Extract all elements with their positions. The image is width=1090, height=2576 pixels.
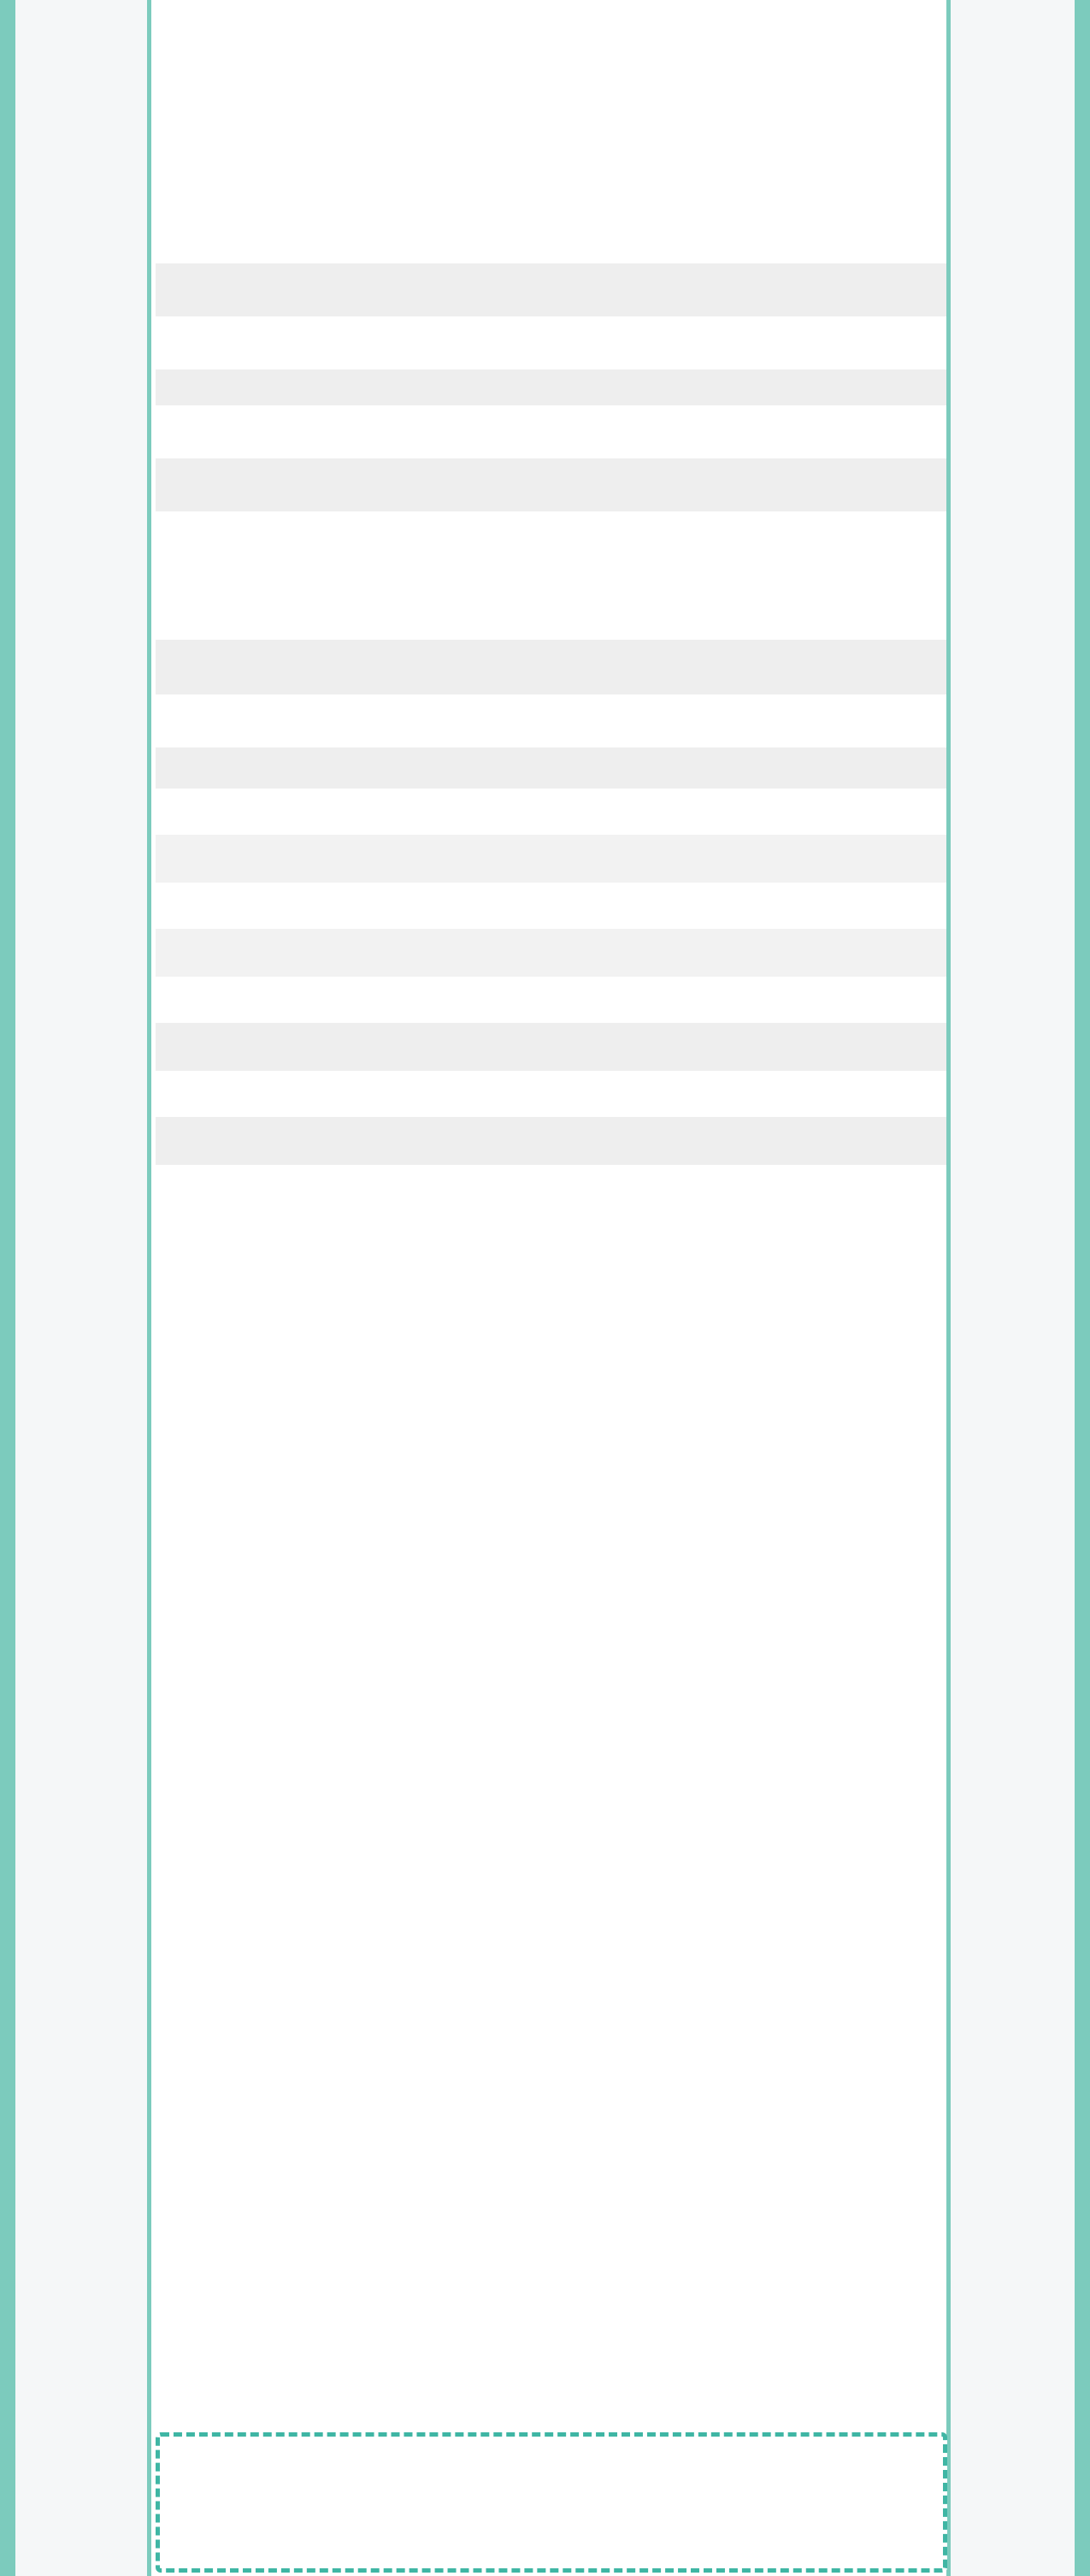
tarifa-row — [156, 369, 946, 405]
tarifa-row — [156, 587, 946, 640]
tarifa-row — [156, 694, 946, 747]
tarifa-row — [156, 511, 946, 551]
tarifa-row — [156, 929, 946, 977]
right-border-band — [1075, 0, 1090, 2576]
conditions-box — [156, 2432, 947, 2573]
tarifa-row — [156, 977, 946, 1023]
tarifa-row — [156, 405, 946, 458]
tarifa-row — [156, 640, 946, 694]
tarifa-row — [156, 1071, 946, 1117]
price-sheet — [147, 0, 951, 2576]
tarifa-row — [156, 458, 946, 511]
tarifa-row — [156, 1023, 946, 1071]
tarifa-row — [156, 1117, 946, 1165]
tarifa-row — [156, 316, 946, 369]
tarifa-row — [156, 789, 946, 835]
tarifa-row — [156, 263, 946, 316]
left-border-band — [0, 0, 15, 2576]
tarifa-row — [156, 835, 946, 883]
tarifa-row — [156, 190, 946, 263]
tarifa-row — [156, 883, 946, 929]
tarifa-row — [156, 747, 946, 789]
